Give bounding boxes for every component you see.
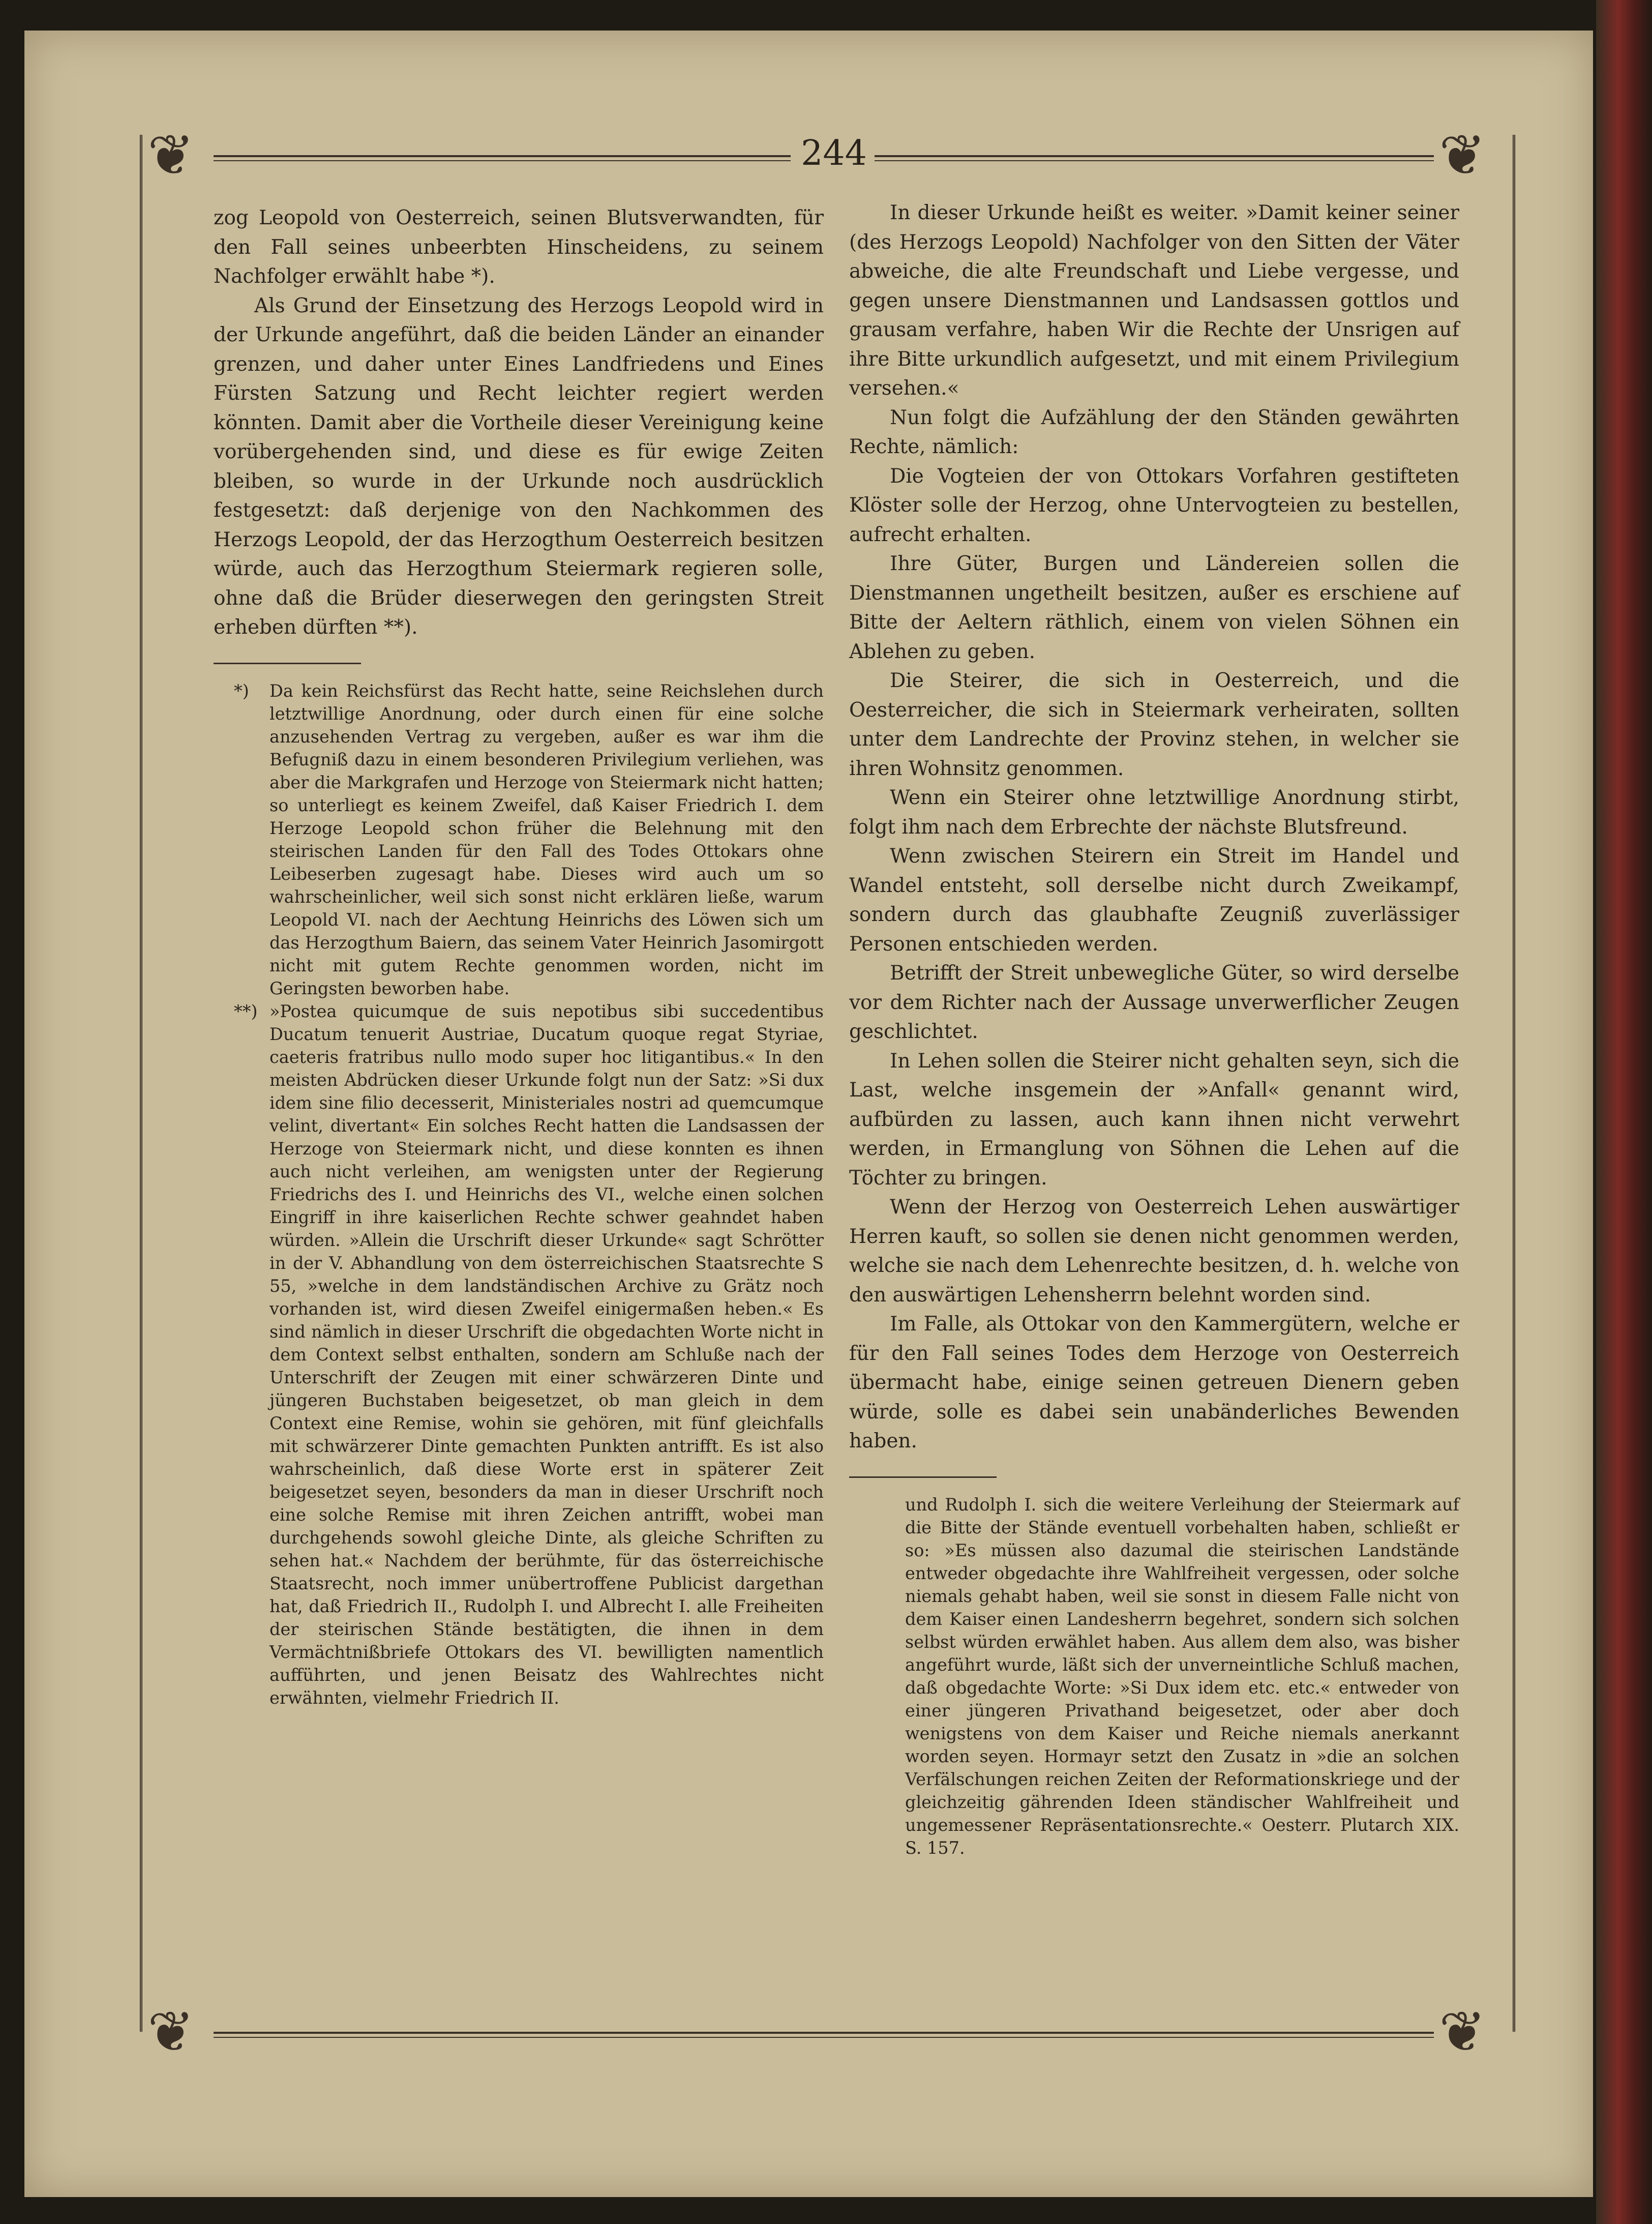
footnote-continuation: und Rudolph I. sich die weitere Verleihung der Steiermark auf die Bitte der Stände eventuell vorbehalten haben, schließt er so: »Es müssen also dazumal die steirischen Landstände entweder obgedachte ihre Wahlfreiheit vergessen, oder solche niemals gehabt haben, weil sie sonst in diesem Falle nicht von dem Kaiser einen Landesherrn begehret, sondern sich solchen selbst würden erwählet haben. Aus allem dem also, was bisher angeführt wurde, läßt sich der unverneintliche Schluß machen, daß obgedachte Worte: »Si Dux idem etc. etc.« entweder von einer jüngeren Privathand beigesetzet, oder aber doch wenigstens von dem Kaiser und Reiche niemals anerkannt worden seyen. Hormayr setzt den Zusatz in »die an solchen Verfälschungen reichen Zeiten der Reformationskriege und der gleichzeitig gährenden Ideen ständischer Wahlfreiheit und ungemessener Repräsentationsrechte.« Oesterr. Plutarch XIX. S. 157. — [905, 1494, 1459, 1858]
left-paragraph: Als Grund der Einsetzung des Herzogs Leopold wird in der Urkunde angeführt, daß die beiden Länder an einander grenzen, und daher unter Eines Landfriedens und Eines Fürsten Satzung und Recht leichter regiert werden könnten. Damit aber die Vortheile dieser Vereinigung keine vorübergehenden sind, und diese es für ewige Zeiten bleiben, so wurde in der Urkunde noch ausdrücklich festgesetzt: daß derjenige von den Nachkommen des Herzogs Leopold, der das Herzogthum Oesterreich besitzen würde, auch das Herzogthum Steiermark regieren solle, ohne daß die Brüder dieserwegen den geringsten Streit erheben dürften **). — [214, 294, 824, 639]
left-paragraph: zog Leopold von Oesterreich, seinen Blutsverwandten, für den Fall seines unbeerbten Hinscheidens, zu seinem Nachfolger erwählt habe *). — [214, 206, 824, 288]
right-paragraph: Ihre Güter, Burgen und Ländereien sollen die Dienstmannen ungetheilt besitzen, außer es erschiene auf Bitte der Aeltern räthlich, einem von vielen Söhnen ein Ablehen zu geben. — [849, 552, 1459, 663]
right-column — [849, 198, 1459, 1859]
corner-ornament-top-left-icon: ❦ — [147, 123, 195, 188]
footnote-mark: *) — [234, 680, 249, 701]
footnote-mark: **) — [234, 1001, 258, 1021]
header-rule-right — [875, 155, 1434, 161]
footnote — [214, 679, 824, 1000]
right-paragraph: Wenn der Herzog von Oesterreich Lehen auswärtiger Herren kauft, so sollen sie denen nicht genommen werden, welche sie nach dem Lehenrechte besitzen, d. h. welche von den auswärtigen Lehensherrn belehnt worden sind. — [849, 1196, 1459, 1307]
right-paragraph: Wenn zwischen Steirern ein Streit im Handel und Wandel entsteht, soll derselbe nicht durch Zweikampf, sondern durch das glaubhafte Zeugniß zuverlässiger Personen entschieden werden. — [849, 845, 1459, 956]
footnote — [214, 1000, 824, 1709]
footnote-text: Da kein Reichsfürst das Recht hatte, seine Reichslehen durch letztwillige Anordnung, oder durch einen für eine solche anzusehenden Vertrag zu vergeben, außer es war ihm die Befugniß dazu in einem besonderen Privilegium verliehen, was aber die Markgrafen und Herzoge von Steiermark nicht hatten; so unterliegt es keinem Zweifel, daß Kaiser Friedrich I. dem Herzoge Leopold schon früher die Belehnung mit den steirischen Landen für den Fall des Todes Ottokars ohne Leibeserben zugesagt habe. Dieses wird auch um so wahrscheinlicher, weil sich sonst nicht erklären ließe, warum Leopold VI. nach der Aechtung Heinrichs des Löwen sich um das Herzogthum Baiern, das seinem Vater Heinrich Jasomirgott nicht mit gutem Rechte genommen worden, nicht im Geringsten beworben habe. — [269, 680, 824, 998]
right-paragraph: Im Falle, als Ottokar von den Kammergütern, welche er für den Fall seines Todes dem Herzoge von Oesterreich übermacht habe, einige seinen getreuen Dienern geben würde, solle es dabei sein unabänderliches Bewenden haben. — [849, 1313, 1459, 1452]
right-paragraph: Betrifft der Streit unbewegliche Güter, so wird derselbe vor dem Richter nach der Aussage unverwerflicher Zeugen geschlichtet. — [849, 962, 1459, 1043]
page-number: 244 — [801, 133, 867, 173]
footer-rule — [214, 2032, 1434, 2038]
right-paragraph: Die Steirer, die sich in Oesterreich, und die Oesterreicher, die sich in Steiermark verheiraten, sollten unter dem Landrechte der Provinz stehen, in welcher sie ihren Wohnsitz genommen. — [849, 669, 1459, 780]
footnote-divider — [849, 1476, 997, 1478]
corner-ornament-top-right-icon: ❦ — [1439, 123, 1486, 188]
corner-ornament-bottom-left-icon: ❦ — [147, 1999, 195, 2064]
right-paragraph: In dieser Urkunde heißt es weiter. »Damit keiner seiner (des Herzogs Leopold) Nachfolger von den Sitten der Väter abweiche, die alte Freundschaft und Liebe vergesse, und gegen unsere Dienstmannen und Landsassen gottlos und grausam verfahre, haben Wir die Rechte der Unsrigen auf ihre Bitte urkundlich aufgesetzt, und mit einem Privilegium versehen.« — [849, 201, 1459, 400]
book-spine — [1596, 0, 1652, 2224]
header-rule-left — [214, 155, 791, 161]
corner-ornament-bottom-right-icon: ❦ — [1439, 1999, 1486, 2064]
footnote-text: »Postea quicumque de suis nepotibus sibi succedentibus Ducatum tenuerit Austriae, Ducatum quoque regat Styriae, caeteris fratribus nullo modo super hoc litigantibus.« In den meisten Abdrücken dieser Urkunde folgt nun der Satz: »Si dux idem sine filio decesserit, Ministeriales nostri ad quemcumque velint, divertant« Ein solches Recht hatten die Landsassen der Herzoge von Steiermark nicht, und diese konnten es ihnen auch nicht verleihen, am wenigsten unter der Regierung Friedrichs des I. und Heinrichs des VI., welche einen solchen Eingriff in ihre kaiserlichen Rechte schwer geahndet haben würden. »Allein die Urschrift dieser Urkunde« sagt Schrötter in der V. Abhandlung von dem österreichischen Staatsrechte S 55, »welche in dem landständischen Archive zu Grätz noch vorhanden ist, wird diesen Zweifel einigermaßen heben.« Es sind nämlich in dieser Urschrift die obgedachten Worte nicht in dem Context selbst enthalten, sondern am Schluße nach der Unterschrift der Zeugen mit einer schwärzeren Dinte und jüngeren Buchstaben beigesetzet, ob man gleich in dem Context eine Remise, wohin sie gehören, mit fünf gleichfalls mit schwärzerer Dinte gemachten Punkten antrifft. Es ist also wahrscheinlich, daß diese Worte erst in späterer Zeit beigesetzet seyen, besonders da man in dieser Urschrift noch eine solche Remise mit ihren Zeichen antrifft, wobei man durchgehends sowohl gleiche Dinte, als gleiche Schriften zu sehen hat.« Nachdem der berühmte, für das österreichische Staatsrecht, noch immer unübertroffene Publicist dargethan hat, daß Friedrich II., Rudolph I. und Albrecht I. alle Freiheiten der steirischen Stände bestätigten, die ihnen in dem Vermächtnißbriefe Ottokars des VI. bewilligten namentlich aufführten, und jenen Beisatz des Wahlrechtes nicht erwähnten, vielmehr Friedrich II. — [269, 1001, 824, 1708]
left-column — [214, 203, 824, 1709]
right-paragraph: Wenn ein Steirer ohne letztwillige Anordnung stirbt, folgt ihm nach dem Erbrechte der nächste Blutsfreund. — [849, 786, 1459, 839]
right-paragraph: Nun folgt die Aufzählung der den Ständen gewährten Rechte, nämlich: — [849, 406, 1459, 458]
right-paragraph: In Lehen sollen die Steirer nicht gehalten seyn, sich die Last, welche insgemein der »Anfall« genannt wird, aufbürden zu lassen, auch kann ihnen nicht verwehrt werden, in Ermanglung von Söhnen die Lehen auf die Töchter zu bringen. — [849, 1049, 1459, 1190]
right-paragraph: Die Vogteien der von Ottokars Vorfahren gestifteten Klöster solle der Herzog, ohne Untervogteien zu bestellen, aufrecht erhalten. — [849, 464, 1459, 546]
footnote-divider — [214, 663, 361, 664]
